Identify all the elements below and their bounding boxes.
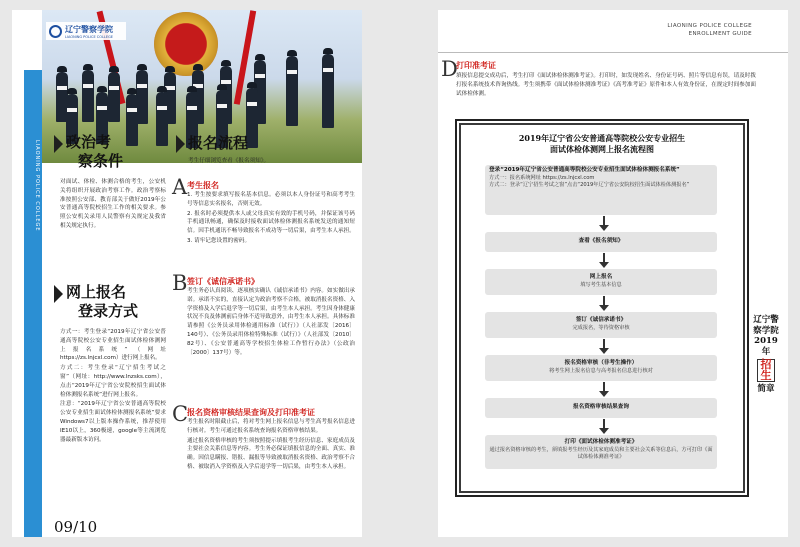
heading-c: 报名资格审核结果查询及打印准考证 [187,407,315,417]
police-officer-figure [82,70,94,122]
police-officer-figure [156,92,168,146]
arrow-down-icon [599,225,609,231]
police-officer-figure [286,56,298,126]
arrow-down-icon [599,262,609,268]
section-arrow-icon [176,135,185,153]
letter-a: A [172,175,188,199]
college-logo-icon [49,25,62,38]
step-print: 打印《面试体检体测准考证》 通过报名资格审核的考生，须填报考生经历及其家庭成员和主要社会关系等信息后，方可打印《面试体检体测准考证》 [485,435,717,469]
vertical-text-part: 招生 [757,359,775,382]
section-a-text: 1. 考生按要求填写报名基本信息。必须以本人身份证号和高考考生号等信息实名报名，否则无效。 2. 报名时必须提供本人或父母真实有效的手机号码，并保证该号码手机通讯畅通，确保及时接收面试体检体测报名系统发送的通知短信。因手机通讯不畅导致报名不成功等一切后果，由考生本人承担。 3. 请牢记您设置的密码。 [187,192,355,244]
process-intro: 考生仔细浏览查看《报名须知》。 [188,158,270,164]
letter-b: B [172,271,188,295]
vertical-brand-text [751,315,781,395]
logo-subtext: LIAONING POLICE COLLEGE [65,34,114,39]
online-text: 方式一：考生登录“2019年辽宁省公安普通高等院校公安专业招生面试体检体测网上报名系统”（网址https://zs.lnjcxl.com）进行网上报名。 方式二：考生登录“辽宁招生考试之窗”（网址：http://www.lnzsks.com），点击“2019年辽宁省公安院校招生面试体检体测报名系统”进行网上报名。 注意：“2019年辽宁省公安普通高等院校公安专业招生面试体检体测报名系统”要求Windows7以上版本操作系统，推荐使用IE10以上，360极速，google等主流浏览器最新版本访问。 [60,329,166,443]
section-b-text: 考生务必认真阅读、逐项核实确认《诚信承诺书》内容。如实做出承诺。承诺不实的，直接认定为政治考察不合格，被取消报名资格、入学资格及入学后退学等一切后果，由考生本人承担。考生因身体健康状况不良及体测前后身体不适导致意外，由考生本人承担。具体标准请参照《公务员录用体检通用标准（试行）》（人社部发〔2016〕140号）、《公务员录用体检特殊标准（试行）》（人社部发〔2010〕82号）、《公安普通高等学校招生体检工作暂行办法》（公政治〔2000〕137号）等。 [187,288,355,356]
step-sign: 签订《诚信承诺书》 完成报名，等待资格审核 [485,312,717,338]
heading-b: 签订《诚信承诺书》 [187,276,259,286]
section-d-text: 填报信息提交成功后，考生打印《面试体检体测准考证》。打印时，如发现姓名、身份证号码、照片等信息有误，请及时拨打报名系统技术咨询热线。考生须携带《面试体检体测准考证》《高考准考证》原件和本人有效身份证，在规定时间参加面试体检体测。 [456,73,756,97]
flowchart-title: 2019年辽宁省公安普通高等院校公安专业招生 面试体检体测网上报名流程图 [518,133,686,154]
college-logo [46,22,126,40]
politics-title: 政治考 察条件 [66,133,124,170]
right-page [438,10,788,537]
arrow-down-icon [599,305,609,311]
flowchart-frame [455,119,749,497]
process-title: 报名流程 [188,134,249,152]
login-box: 登录“2019年辽宁省公安普通高等院校公安专业招生面试体检体测报名系统” 方式一：报名系统网址 https://zs.lnjcxl.com 方式二：登录“辽宁招生考试之窗”点击“2019年辽宁省公安院校招生面试体检体测报名” [485,165,717,215]
vertical-text-part: 辽宁警察学院2019年 [753,315,779,357]
section-arrow-icon [54,285,63,303]
police-officer-figure [322,54,334,128]
header-divider [438,52,788,53]
arrow-down-icon [599,348,609,354]
step-result: 报名资格审核结果查询 [485,398,717,418]
heading-d: 打印准考证 [456,60,496,70]
logo-text: 辽宁警察学院 [65,24,113,34]
online-title: 网上报名 登录方式 [66,283,139,320]
step-notice: 查看《报名须知》 [485,232,717,252]
police-emblem-icon [154,12,218,76]
step-review: 报名资格审核（非考生操作） 将考生网上报名信息与高考报名信息进行核对 [485,355,717,381]
page-number: 09/10 [54,518,98,536]
police-officer-figure [108,72,120,122]
heading-a: 考生报名 [187,180,219,190]
stripe-text: LIAONING POLICE COLLEGE [34,140,40,232]
section-arrow-icon [54,135,63,153]
police-officer-figure [126,94,138,146]
step-online-reg: 网上报名 填写考生基本信息 [485,269,717,295]
page-header: LIAONING POLICE COLLEGE ENROLLMENT GUIDE [667,23,752,37]
letter-c: C [172,402,189,426]
arrow-down-icon [599,428,609,434]
politics-text: 对面试、体检、体测合格的考生，公安机关将组织开展政治考察工作。政治考察标准按照公安部、教育部关于做好2019年公安普通高等院校招生工作的相关要求。参照公安机关录用人民警察有关规定及我省相关规定执行。 [60,179,166,229]
left-page [12,10,362,537]
section-c-text: 考生报名时限截止后，将对考生网上报名信息与考生高考报名信息进行核对。考生可通过报名系统查询报名资格审核结果。 通过报名资格审核的考生须按照提示填报考生经历信息、家庭成员及主要社会关系信息等内容。考生务必保证填报信息的全面、真实、准确。因信息瞒报、错报、漏报等导致被取消报名资格、政治考察不合格、被取消入学资格及入学后退学等一切后果，由考生本人承担。 [187,419,355,470]
vertical-text-part: 简章 [757,384,775,394]
letter-d: D [441,57,458,81]
arrow-down-icon [599,391,609,397]
